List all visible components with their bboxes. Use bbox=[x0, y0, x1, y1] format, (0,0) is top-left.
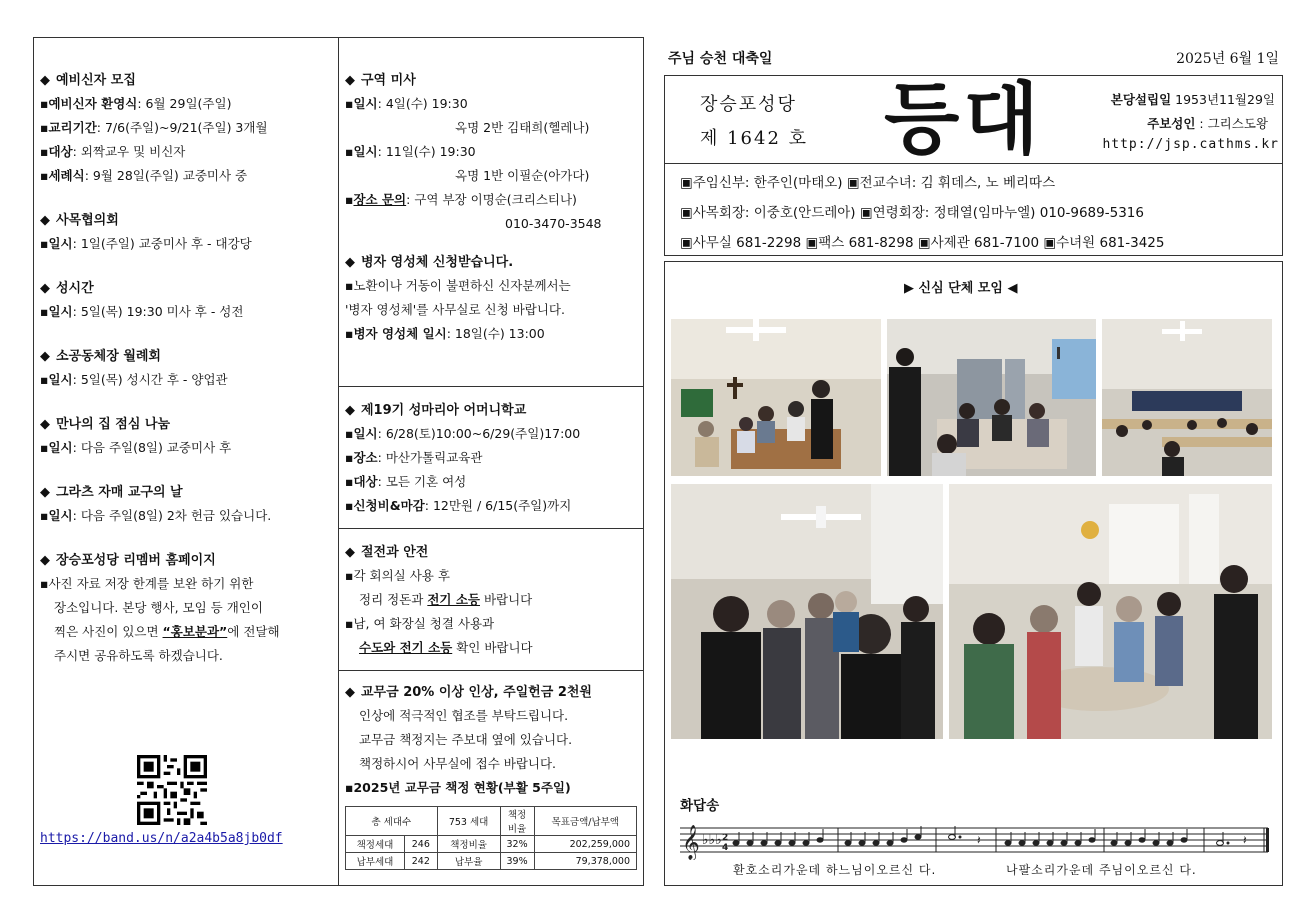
prayer-photo bbox=[949, 484, 1272, 739]
district-mass-section: ◆ 구역 미사 ▪일시: 4일(수) 19:30 옥명 2반 김태희(헬레나) ▪일시: 11일(수) 19:30 옥명 1반 이필순(아가다) ▪장소 문의: 구역 부장 이명순(크리스티나) 010-3470-3548 ◆ 병자 영성체 신청받습니다. ▪노환이나 거동이 불편하신 신자분께서는 '병자 영성체'를 사무실로 신청 바랍니다. ▪병자 영성체 일시: 18일(수) 13:00 bbox=[345, 70, 637, 346]
table-row: 납부세대 242 납부율 39% 79,378,000 bbox=[346, 853, 637, 870]
parish-name: 장승포성당 bbox=[700, 94, 797, 115]
svg-text:2: 2 bbox=[722, 833, 729, 843]
section-heading: ◆ 예비신자 모집 bbox=[40, 73, 136, 88]
svg-text:4: 4 bbox=[722, 843, 729, 853]
contact-line: ▣사목회장: 이중호(안드레아) ▣연령회장: 정태열(임마누엘) 010-9689-5316 bbox=[680, 205, 1144, 221]
notices-column-a: ◆ 예비신자 모집 ▪예비신자 환영식: 6월 29일(주일) ▪교리기간: 7/6(주일)~9/21(주일) 3개월 ▪대상: 외짝교우 및 비신자 ▪세례식: 9월 28일(주일) 교중미사 중 ◆ 사목협의회 ▪일시: 1일(주일) 교중미사 후 - 대강당 ◆ 성시간 ▪일시: 5일(목) 19:30 미사 후 - 성전 ◆ 소공동체장 월례회 ▪일시: 5일(목) 성시간 후 - 양업관 ◆ 만나의 집 점심 나눔 ▪일시: 다음 주일(8일) 교중미사 후 ◆ 그라츠 자매 교구의 날 ▪일시: 다음 주일(8일) 2차 헌금 있습니다. ◆ 장승포성당 리멤버 홈페이지 ▪사진 자료 저장 한계를 보완 하기 위한 장소입니다. 본당 행사, 모임 등 개인이 찍은 사진이 있으면 “홍보분과”에 전달해 주시면 공유하도록 하겠습니다. bbox=[40, 70, 335, 668]
contact-line: ▣사무실 681-2298 ▣팩스 681-8298 ▣사제관 681-7100 ▣수녀원 681-3425 bbox=[680, 235, 1165, 251]
founded-date: 본당설립일 1953년11월29일 bbox=[1110, 92, 1275, 107]
qr-code-icon bbox=[137, 755, 207, 825]
svg-text:𝄽: 𝄽 bbox=[977, 833, 981, 847]
parish-url[interactable]: http://jsp.cathms.kr bbox=[1102, 137, 1279, 152]
section-heading: ◆ 장승포성당 리멤버 홈페이지 bbox=[40, 553, 216, 568]
meeting-photo bbox=[671, 319, 881, 476]
dues-section: ◆ 교무금 20% 이상 인상, 주일헌금 2천원 인상에 적극적인 협조를 부탁드립니다. 교무금 책정지는 주보대 옆에 있습니다. 책정하시어 사무실에 접수 바랍니다. ▪2025년 교무금 책정 현황(부활 5주일) bbox=[345, 685, 592, 795]
issue-date: 2025년 6월 1일 bbox=[1176, 51, 1279, 67]
section-heading: ◆ 그라츠 자매 교구의 날 bbox=[40, 485, 183, 500]
issue-number: 제 1642 호 bbox=[700, 128, 809, 149]
photo-title: ▶ 신심 단체 모임 ◀ bbox=[904, 281, 1018, 296]
section-heading: ◆ 소공동체장 월례회 bbox=[40, 349, 161, 364]
prayer-photo bbox=[671, 484, 943, 739]
pr-committee-link: “홍보분과” bbox=[162, 624, 228, 639]
divider bbox=[339, 670, 643, 671]
mother-school-section: ◆ 제19기 성마리아 어머니학교 ▪일시: 6/28(토)10:00~6/29(주일)17:00 ▪장소: 마산가톨릭교육관 ▪대상: 모든 기혼 여성 ▪신청비&마감: 12만원 / 6/15(주일)까지 bbox=[345, 403, 581, 513]
section-heading: ◆ 병자 영성체 신청받습니다. bbox=[345, 255, 514, 270]
band-link[interactable]: https://band.us/n/a2a4b5a8jb0df bbox=[40, 831, 283, 846]
psalm-label: 화답송 bbox=[680, 798, 720, 814]
music-staff bbox=[680, 820, 1272, 860]
svg-text:♭♭♭: ♭♭♭ bbox=[702, 832, 722, 848]
feast-title: 주님 승천 대축일 bbox=[668, 51, 773, 67]
meeting-photo bbox=[1102, 319, 1272, 476]
table-row: 책정세대 246 책정비율 32% 202,259,000 bbox=[346, 836, 637, 853]
section-heading: ◆ 성시간 bbox=[40, 281, 94, 296]
divider bbox=[339, 386, 643, 387]
hymn-lyrics: 나팔소리가운데 주님이오르신 다. bbox=[1006, 863, 1197, 877]
column-divider bbox=[338, 37, 339, 886]
meeting-photo bbox=[887, 319, 1096, 476]
table-row: 총 세대수 753 세대 책정 비율 목표금액/납부액 bbox=[346, 807, 637, 836]
section-heading: ◆ 사목협의회 bbox=[40, 213, 119, 228]
svg-text:𝄞: 𝄞 bbox=[682, 825, 700, 860]
divider bbox=[339, 528, 643, 529]
hymn-lyrics: 환호소리가운데 하느님이오르신 다. bbox=[733, 863, 937, 877]
svg-text:𝄽: 𝄽 bbox=[1243, 833, 1247, 847]
contact-line: ▣주임신부: 한주인(마태오) ▣전교수녀: 김 휘데스, 노 베리따스 bbox=[680, 175, 1056, 191]
dues-table bbox=[345, 806, 637, 870]
section-heading: ◆ 만나의 집 점심 나눔 bbox=[40, 417, 171, 432]
patron-saint: 주보성인 : 그리스도왕 bbox=[1147, 116, 1268, 131]
bulletin-title: 등대 bbox=[884, 75, 1043, 165]
safety-section: ◆ 절전과 안전 ▪각 회의실 사용 후 정리 정돈과 전기 소등 바랍니다 ▪남, 여 화장실 청결 사용과 수도와 전기 소등 확인 바랍니다 bbox=[345, 545, 533, 655]
